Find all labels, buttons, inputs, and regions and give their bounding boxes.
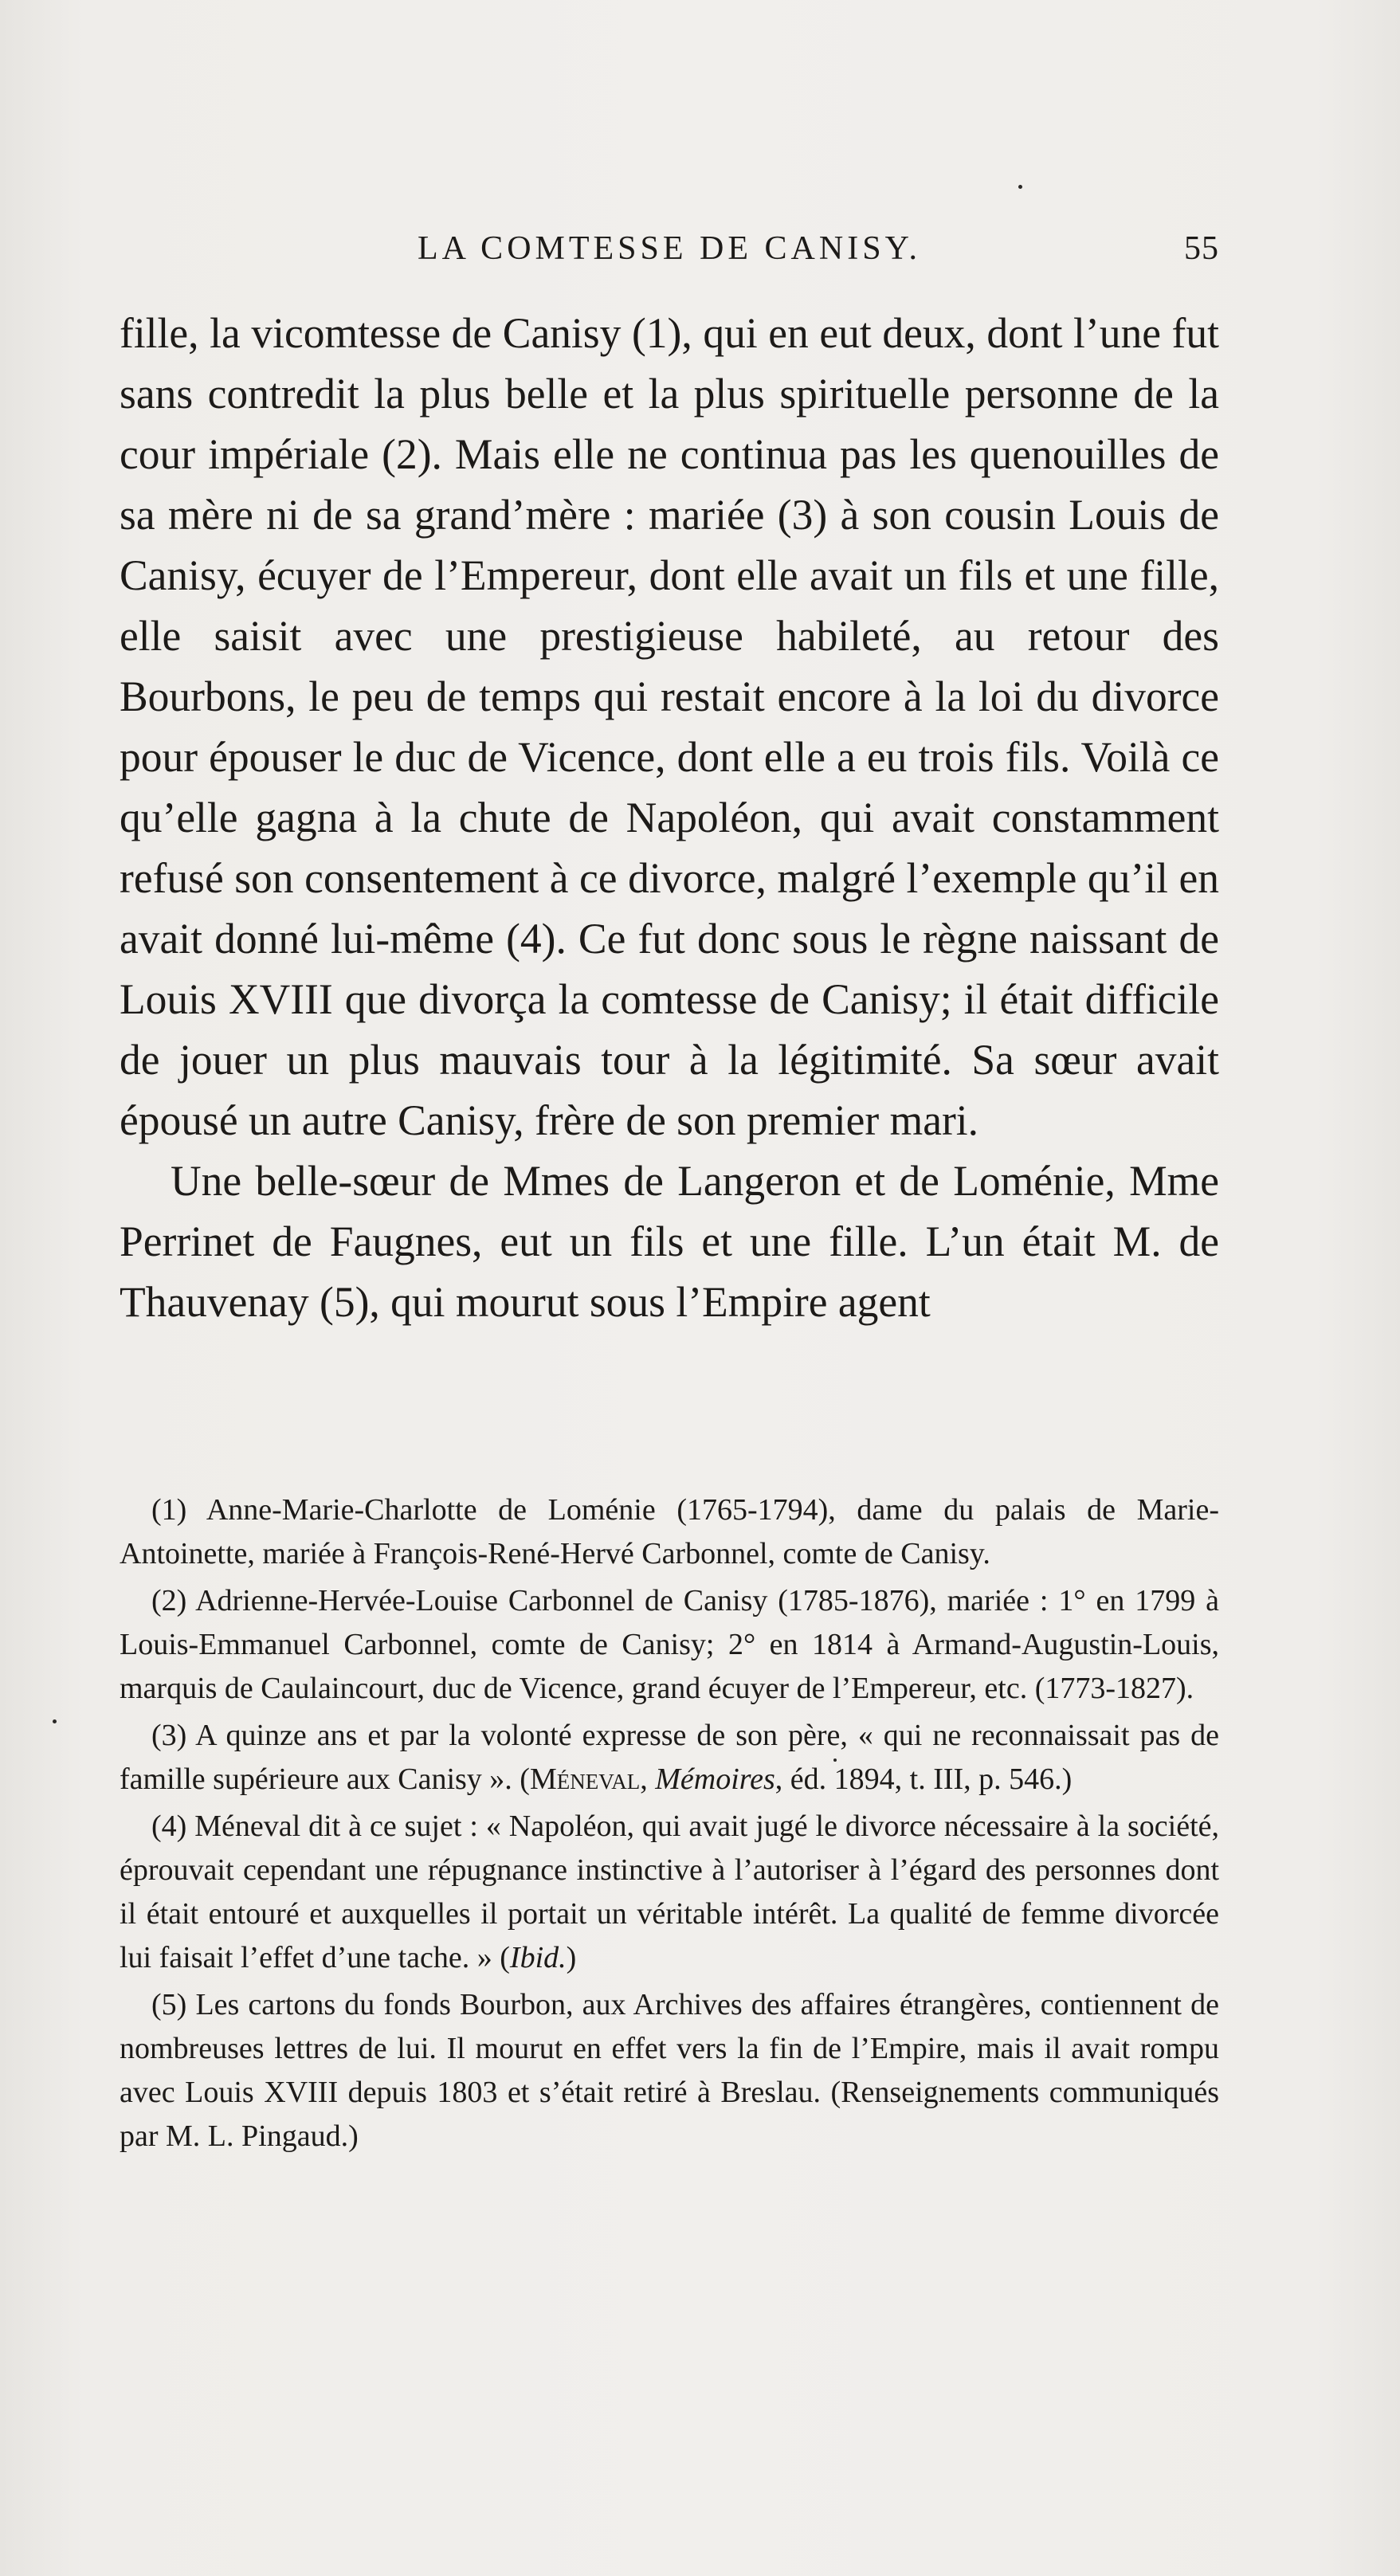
page-number: 55 [1184, 230, 1219, 267]
footnote-4 [120, 1805, 1219, 1980]
paragraph: fille, la vicomtesse de Canisy (1), qui en eut deux, dont l’une fut sans contredit la plus belle et la plus spirituelle personne de la cour impériale (2). Mais elle ne continua pas les quenouilles de sa mère ni de sa grand’mère : mariée (3) à son cousin Louis de Canisy, écuyer de l’Empereur, dont elle avait un fils et une fille, elle saisit avec une prestigieuse habileté, au retour des Bourbons, le peu de temps qui restait encore à la loi du divorce pour épouser le duc de Vicence, dont elle a eu trois fils. Voilà ce qu’elle gagna à la chute de Napoléon, qui avait constamment refusé son consentement à ce divorce, malgré l’exemple qu’il en avait donné lui-même (4). Ce fut donc sous le règne naissant de Louis XVIII que divorça la comtesse de Canisy; il était difficile de jouer un plus mauvais tour à la légitimité. Sa sœur avait épousé un autre Canisy, frère de son premier mari. [120, 309, 1219, 1144]
footnote-4-close: ) [566, 1941, 577, 1974]
footnote-4-ibid: Ibid. [509, 1941, 567, 1974]
footnote-3 [120, 1714, 1219, 1802]
paper-speck [1018, 185, 1022, 189]
running-title: LA COMTESSE DE CANISY. [418, 230, 921, 267]
footnote-2: (2) Adrienne-Hervée-Louise Carbonnel de Canisy (1785-1876), mariée : 1° en 1799 à Louis-Emmanuel Carbonnel, comte de Canisy; 2° en 1814 à Armand-Augustin-Louis, marquis de Caulaincourt, duc de Vicence, grand écuyer de l’Empereur, etc. (1773-1827). [120, 1584, 1219, 1705]
footnote-3-separator: , [640, 1762, 656, 1796]
footnotes [120, 1488, 1219, 2162]
page-header [120, 229, 1219, 277]
footnote-3-text: (3) A quinze ans et par la volonté expresse de son père, « qui ne reconnaissait pas de famille supérieure aux Canisy ». ( [120, 1719, 1219, 1796]
main-text [120, 303, 1219, 1332]
paragraph: Une belle-sœur de Mmes de Langeron et de Loménie, Mme Perrinet de Faugnes, eut un fils et une fille. L’un était M. de Thauvenay (5), qui mourut sous l’Empire agent [120, 1157, 1219, 1326]
footnote-5: (5) Les cartons du fonds Bourbon, aux Archives des affaires étrangères, contiennent de nombreuses lettres de lui. Il mourut en effet vers la fin de l’Empire, mais il avait rompu avec Louis XVIII depuis 1803 et s’était retiré à Breslau. (Renseignements communiqués par M. L. Pingaud.) [120, 1988, 1219, 2153]
footnote-3-reference: , éd. 1894, t. III, p. 546.) [775, 1762, 1073, 1796]
footnote-3-work: Mémoires [655, 1762, 775, 1796]
footnote-1: (1) Anne-Marie-Charlotte de Loménie (1765-1794), dame du palais de Marie-Antoinette, mariée à François-René-Hervé Carbonnel, comte de Canisy. [120, 1493, 1219, 1570]
footnote-4-text: (4) Méneval dit à ce sujet : « Napoléon, qui avait jugé le divorce nécessaire à la société, éprouvait cependant une répugnance instinctive à l’autoriser à l’égard des personnes dont il était entouré et auxquelles il portait un véritable intérêt. La qualité de femme divorcée lui faisait l’effet d’une tache. » ( [120, 1809, 1219, 1974]
paper-speck [53, 1719, 57, 1723]
footnote-3-author: Méneval [529, 1762, 641, 1796]
